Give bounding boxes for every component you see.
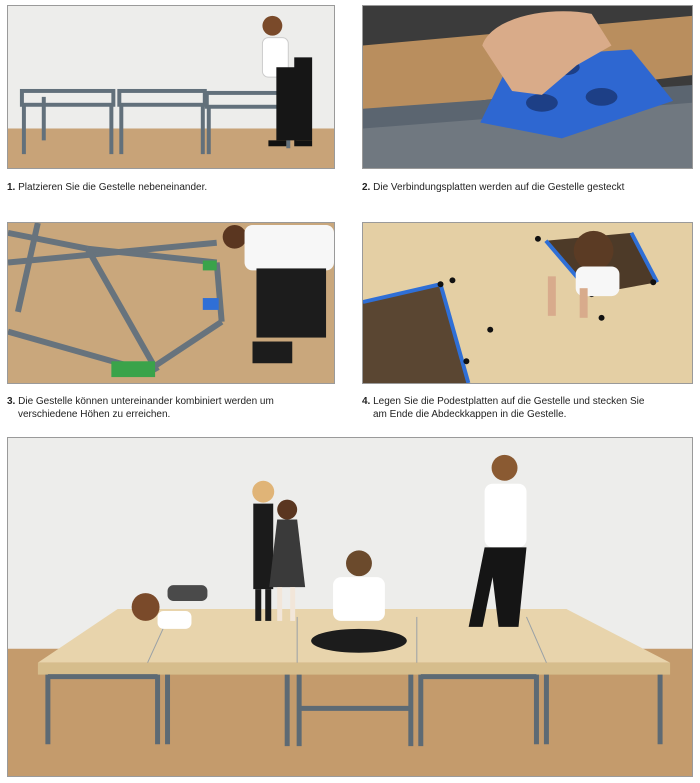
photo-step-3 bbox=[7, 222, 335, 384]
caption-step-1: 1. Platzieren Sie die Gestelle nebeneinander. bbox=[7, 182, 208, 193]
caption-step-2: 2. Die Verbindungsplatten werden auf die Gestelle gesteckt bbox=[362, 182, 625, 193]
caption-step-4: 4. Legen Sie die Podestplatten auf die Gestelle und stecken Sie am Ende die Abdeckkappen in die Gestelle. bbox=[362, 396, 645, 420]
photo-step-2 bbox=[362, 5, 693, 169]
photo-step-1 bbox=[7, 5, 335, 169]
caption-step-3: 3. Die Gestelle können untereinander kombiniert werden um verschiedene Höhen zu erreichen. bbox=[7, 396, 274, 420]
photo-assembled-stage bbox=[7, 437, 693, 777]
photo-step-4 bbox=[362, 222, 693, 384]
